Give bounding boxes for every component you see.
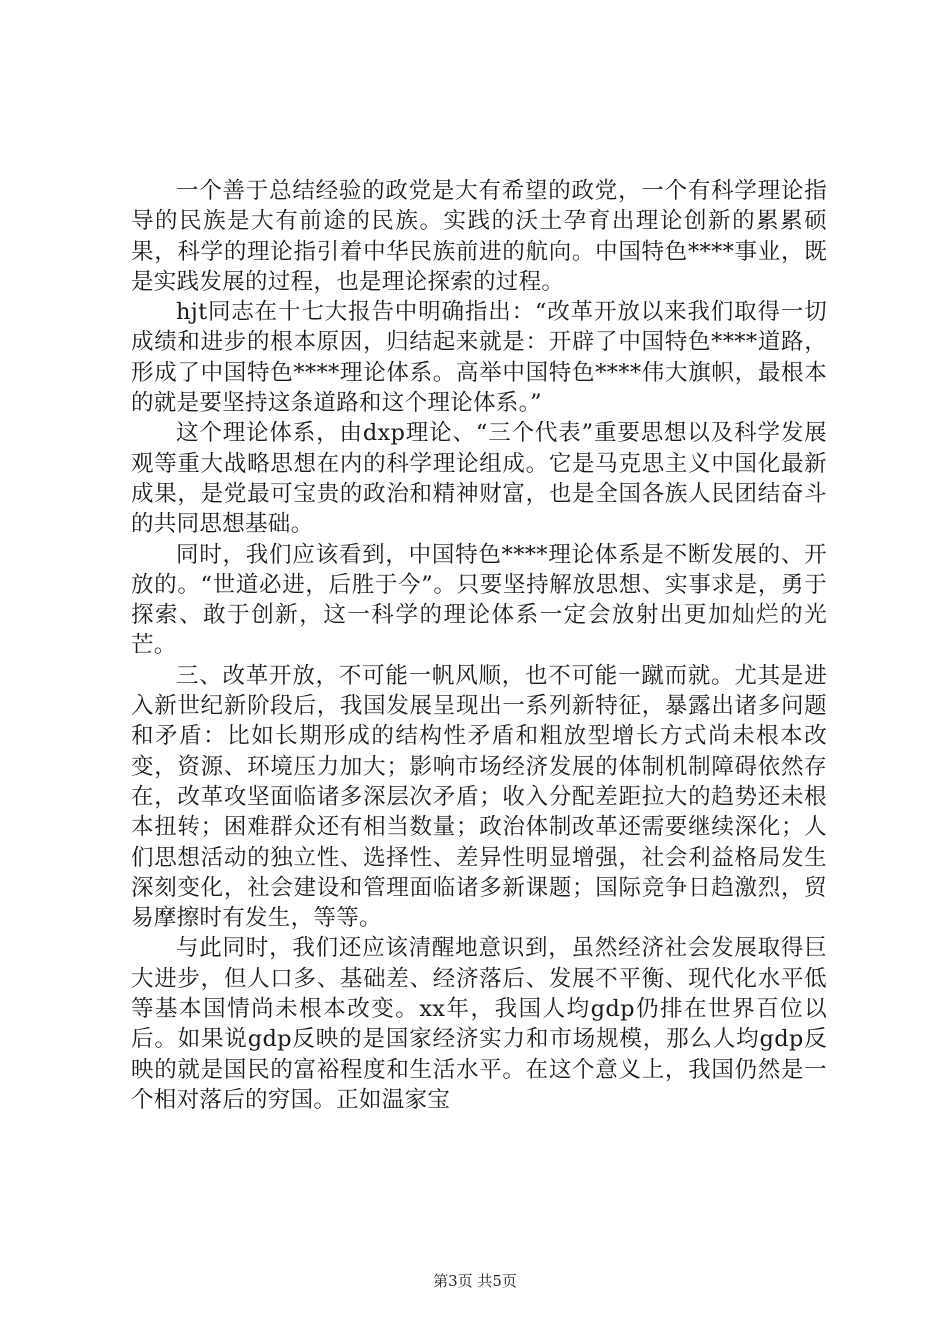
- paragraph-6: 与此同时，我们还应该清醒地意识到，虽然经济社会发展取得巨大进步，但人口多、基础差、经济落后、发展不平衡、现代化水平低等基本国情尚未根本改变。xx年，我国人均gdp仍排在世界百位以后。如果说gdp反映的是国家经济实力和市场规模，那么人均gdp反映的就是国民的富裕程度和生活水平。在这个意义上，我国仍然是一个相对落后的穷国。正如温家宝: [131, 935, 827, 1113]
- page-footer: 第3页 共5页: [433, 1272, 517, 1290]
- paragraph-4: 同时，我们应该看到，中国特色****理论体系是不断发展的、开放的。“世道必进，后胜于今”。只要坚持解放思想、实事求是，勇于探索、敢于创新，这一科学的理论体系一定会放射出更加灿烂的光芒。: [131, 541, 827, 659]
- paragraph-2: hjt同志在十七大报告中明确指出：“改革开放以来我们取得一切成绩和进步的根本原因，归结起来就是：开辟了中国特色****道路，形成了中国特色****理论体系。高举中国特色****伟大旗帜，最根本的就是要坚持这条道路和这个理论体系。”: [131, 299, 827, 417]
- paragraph-3: 这个理论体系，由dxp理论、“三个代表”重要思想以及科学发展观等重大战略思想在内的科学理论组成。它是马克思主义中国化最新成果，是党最可宝贵的政治和精神财富，也是全国各族人民团结奋斗的共同思想基础。: [131, 420, 827, 538]
- paragraph-5: 三、改革开放，不可能一帆风顺，也不可能一蹴而就。尤其是进入新世纪新阶段后，我国发展呈现出一系列新特征，暴露出诸多问题和矛盾：比如长期形成的结构性矛盾和粗放型增长方式尚未根本改变，资源、环境压力加大；影响市场经济发展的体制机制障碍依然存在，改革攻坚面临诸多深层次矛盾；收入分配差距拉大的趋势还未根本扭转；困难群众还有相当数量；政治体制改革还需要继续深化；人们思想活动的独立性、选择性、差异性明显增强，社会利益格局发生深刻变化，社会建设和管理面临诸多新课题；国际竞争日趋激烈，贸易摩擦时有发生，等等。: [131, 662, 827, 932]
- document-body: [131, 176, 827, 1115]
- paragraph-1: 一个善于总结经验的政党是大有希望的政党，一个有科学理论指导的民族是大有前途的民族。实践的沃土孕育出理论创新的累累硕果，科学的理论指引着中华民族前进的航向。中国特色****事业，既是实践发展的过程，也是理论探索的过程。: [131, 178, 827, 295]
